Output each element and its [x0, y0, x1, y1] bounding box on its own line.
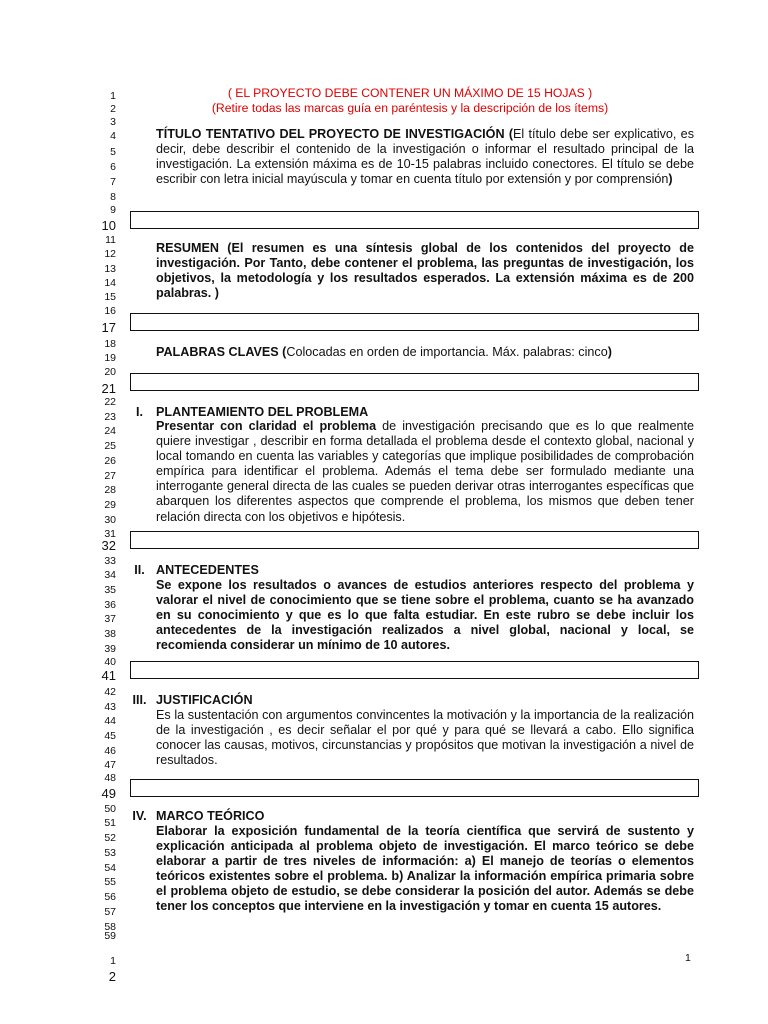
line-number: 47	[104, 759, 116, 771]
line-number: 16	[104, 305, 116, 317]
palabras-claves-description: Colocadas en orden de importancia. Máx. palabras: cinco	[286, 345, 608, 359]
line-number: 1	[110, 90, 116, 102]
line-number: 30	[104, 514, 116, 526]
line-number: 14	[104, 277, 116, 289]
line-number: 4	[110, 130, 116, 142]
line-number: 39	[104, 643, 116, 655]
section-iii-body: Es la sustentación con argumentos convincentes la motivación y la importancia de la realización de la investigación , es decir señalar el por qué y para qué se llevará a cabo. Ello significa conocer las causas, motivos, circunstancias y propósitos que motivan la investigación a nivel de resultados.	[156, 708, 694, 768]
section-i-numeral: I.	[136, 405, 143, 419]
line-number: 44	[104, 715, 116, 727]
titulo-close-paren: )	[668, 172, 673, 187]
line-number: 32	[101, 538, 116, 553]
line-number: 2	[110, 103, 116, 115]
line-number: 35	[104, 584, 116, 596]
line-number: 3	[110, 116, 116, 128]
line-number: 26	[104, 455, 116, 467]
line-number: 53	[104, 847, 116, 859]
section-iv-body: Elaborar la exposición fundamental de la teoría científica que servirá de sustento y explicación anticipada al problema objeto de investigación. El marco teórico se debe elaborar a partir de tres niveles de información: a) El manejo de teorías o elementos teóricos existentes sobre el problema. b) Analizar la información empírica primaria sobre el problema objeto de estudio, se debe considerar la posición del autor. Además se debe tener los conceptos que interviene en la investigación y tomar en cuenta 15 autores.	[156, 824, 694, 914]
page-number: 1	[685, 952, 691, 964]
line-number: 6	[110, 161, 116, 173]
titulo-input-box[interactable]	[130, 211, 699, 229]
section-i-title: PLANTEAMIENTO DEL PROBLEMA	[156, 405, 369, 419]
section-i-body	[156, 419, 694, 525]
line-number: 20	[104, 366, 116, 378]
line-number: 5	[110, 146, 116, 158]
line-number: 55	[104, 876, 116, 888]
section-i-text: de investigación precisando que es lo que realmente quiere investigar , describir en forma detallada el problema desde el contexto global, nacional y local tomando en cuenta las variables y categorías que implique posibilidades de comprobación empírica para identificar el problema. Además el tema debe ser formulado mediante una interrogante general directa de las cuales se pueden derivar otras interrogantes específicas que abarquen los diferentes aspectos que comprende el problema, los mismos que deben tener relación directa con los objetivos e hipótesis.	[156, 419, 694, 524]
section-ii-numeral: II.	[134, 563, 145, 577]
line-number: 49	[101, 786, 116, 801]
line-number: 7	[110, 176, 116, 188]
footer-line-number: 2	[108, 969, 116, 984]
line-number: 25	[104, 440, 116, 452]
line-number: 29	[104, 499, 116, 511]
line-number: 24	[104, 425, 116, 437]
line-number: 43	[104, 701, 116, 713]
line-number: 33	[104, 555, 116, 567]
line-number: 48	[104, 772, 116, 784]
titulo-heading: TÍTULO TENTATIVO DEL PROYECTO DE INVESTIGACIÓN (	[156, 127, 514, 141]
line-number: 42	[104, 686, 116, 698]
line-number: 38	[104, 628, 116, 640]
line-number: 59	[104, 930, 116, 942]
section-ii-title: ANTECEDENTES	[156, 563, 259, 577]
section-i-input-box[interactable]	[130, 531, 699, 549]
line-number: 31	[104, 528, 116, 540]
line-number: 58	[104, 921, 116, 933]
line-number: 17	[101, 320, 116, 335]
line-number: 46	[104, 745, 116, 757]
line-number: 45	[104, 730, 116, 742]
line-number: 52	[104, 832, 116, 844]
line-number: 50	[104, 803, 116, 815]
line-number: 34	[104, 569, 116, 581]
line-number: 40	[104, 656, 116, 668]
footer-line-number: 1	[110, 955, 116, 967]
palabras-claves-close-paren: )	[607, 345, 612, 359]
guide-header-line-1: ( EL PROYECTO DEBE CONTENER UN MÁXIMO DE 15 HOJAS )	[227, 86, 593, 100]
section-iii-numeral: III.	[132, 693, 147, 707]
section-iv-numeral: IV.	[132, 809, 147, 823]
line-number: 22	[104, 396, 116, 408]
line-number: 19	[104, 352, 116, 364]
titulo-paragraph	[156, 127, 694, 187]
section-iv-title: MARCO TEÓRICO	[156, 809, 265, 823]
section-i-bold-lead: Presentar con claridad el problema	[156, 419, 377, 433]
line-number: 11	[105, 234, 116, 246]
section-ii-input-box[interactable]	[130, 661, 699, 679]
resumen-paragraph	[156, 241, 694, 301]
line-number: 21	[101, 381, 116, 396]
line-number: 10	[101, 218, 116, 233]
line-number: 8	[110, 191, 116, 203]
section-iii-input-box[interactable]	[130, 779, 699, 797]
line-number: 18	[104, 338, 116, 350]
line-number: 56	[104, 891, 116, 903]
line-number: 57	[104, 906, 116, 918]
line-number: 36	[104, 599, 116, 611]
line-number: 9	[110, 204, 116, 216]
guide-header-line-2: (Retire todas las marcas guía en paréntesis y la descripción de los ítems)	[211, 101, 609, 115]
line-number: 51	[104, 817, 116, 829]
line-number: 27	[104, 470, 116, 482]
line-number: 54	[104, 862, 116, 874]
line-number: 13	[104, 263, 116, 275]
palabras-claves-input-box[interactable]	[130, 373, 699, 391]
line-number: 28	[104, 484, 116, 496]
line-number: 37	[104, 613, 116, 625]
line-number: 15	[104, 291, 116, 303]
resumen-description: El resumen es una síntesis global de los contenidos del proyecto de investigación. Por Tanto, debe contener el problema, las preguntas de investigación, los objetivos, la metodología y los resultados esperados. La extensión máxima es de 200 palabras. )	[156, 241, 694, 301]
titulo-description: El título debe ser explicativo, es decir, debe describir el contenido de la investigación o informar el resultado principal de la investigación. La extensión máxima es de 10-15 palabras incluido conectores. El título se debe escribir con letra inicial mayúscula y tomar en cuenta título por extensión y por comprensión	[156, 127, 694, 187]
palabras-claves-paragraph	[156, 345, 694, 360]
line-number: 12	[104, 248, 116, 260]
resumen-heading: RESUMEN (	[156, 241, 232, 255]
line-number: 41	[101, 668, 116, 683]
resumen-input-box[interactable]	[130, 313, 699, 331]
section-ii-body: Se expone los resultados o avances de estudios anteriores respecto del problema y valorar el nivel de conocimiento que se tiene sobre el problema, cuanto se ha avanzado en su conocimiento y que es lo que falta estudiar. En este rubro se debe incluir los antecedentes de la investigación realizados a nivel global, nacional y local, se recomienda considerar un mínimo de 10 autores.	[156, 578, 694, 653]
line-number: 23	[104, 411, 116, 423]
section-iii-title: JUSTIFICACIÓN	[156, 693, 253, 707]
palabras-claves-heading: PALABRAS CLAVES (	[156, 345, 287, 359]
